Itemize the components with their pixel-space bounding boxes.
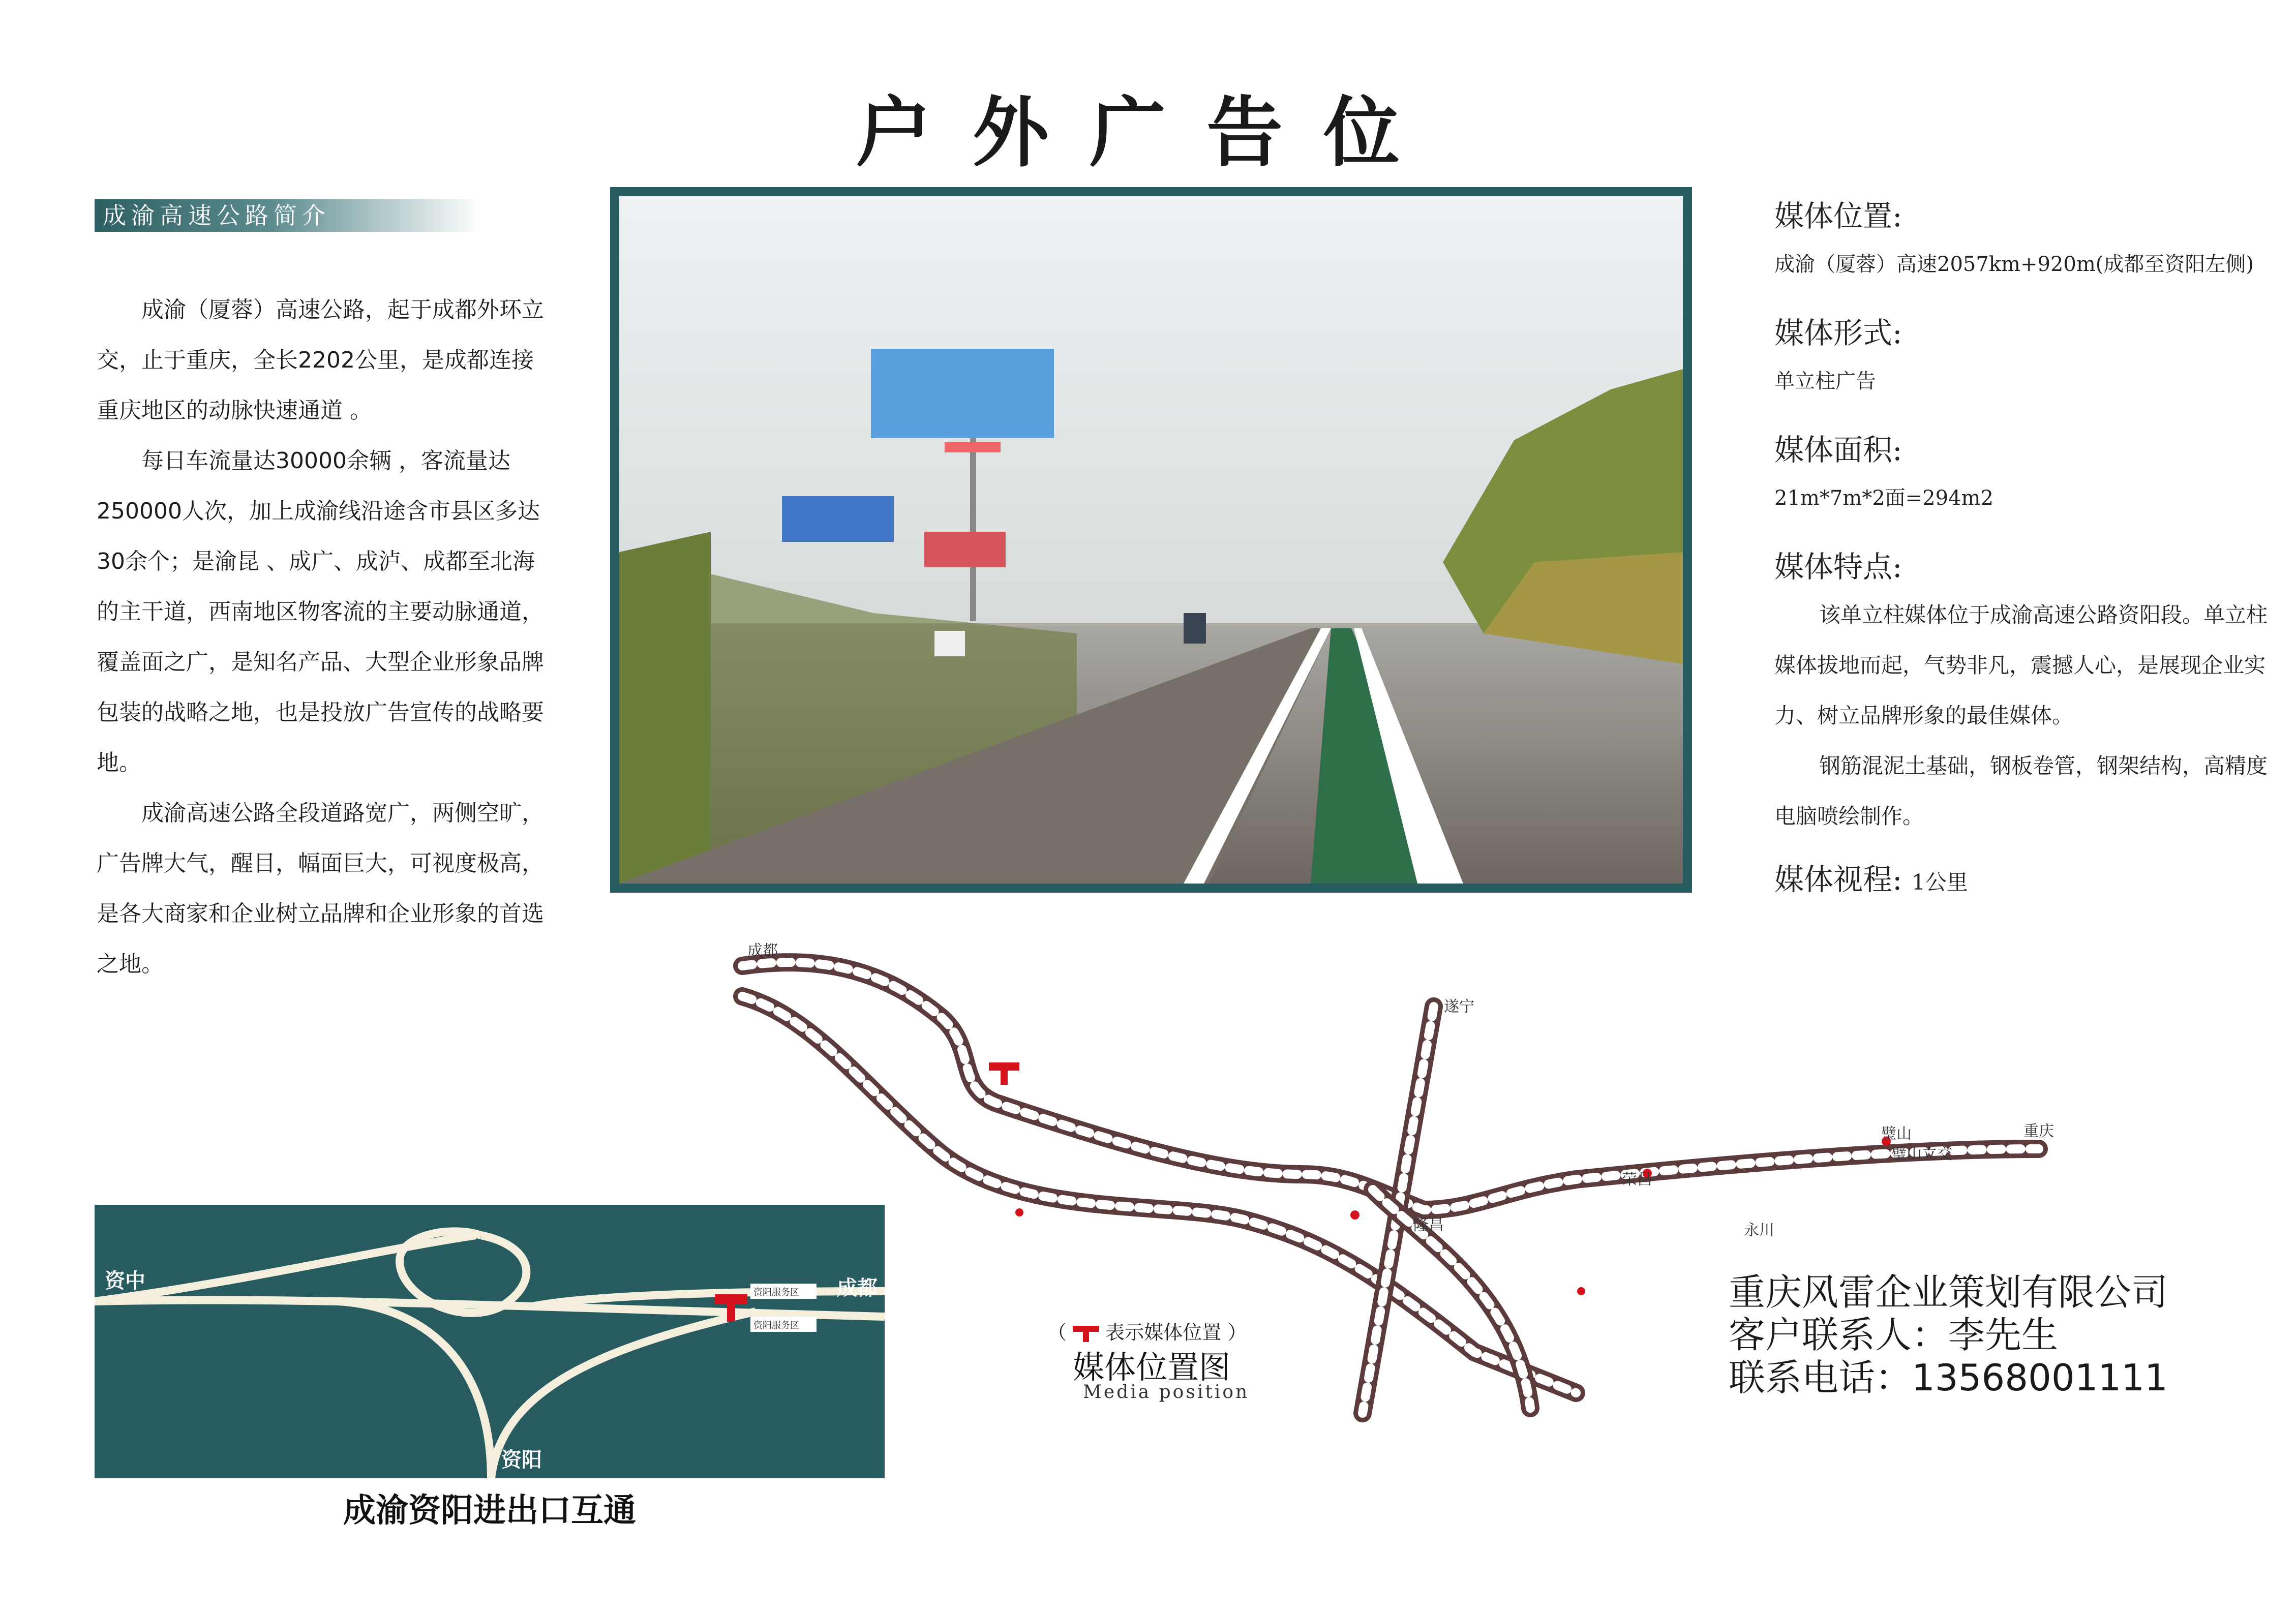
area-label: 媒体面积: [1774,433,1902,467]
label-chengdu: 成都 [837,1276,878,1300]
map-label-chongqing: 重庆 [2023,1123,2054,1140]
map-label-yongchuan: 永川 [1744,1222,1774,1239]
map-label-longchang: 隆昌 [1413,1217,1444,1234]
map-legend [1047,1317,1247,1345]
media-info [1774,193,2283,910]
service-area-label: 资阳服务区 [753,1320,799,1331]
view-label: 媒体视程: [1774,862,1902,897]
map-label-bishan-interchange: 璧山立交 [1891,1146,1952,1163]
highway-scene [619,196,1683,884]
feature-paragraph: 钢筋混泥土基础，钢板卷管，钢架结构，高精度电脑喷绘制作。 [1774,753,2268,829]
map-label-rongchang: 荣昌 [1622,1171,1652,1188]
feature-text [1774,590,2283,841]
area-value: 21m*7m*2面=294m2 [1774,486,1993,510]
map-subtitle: Media position [1083,1382,1250,1403]
intro-paragraph: 每日车流量达30000余辆 ，客流量达250000人次，加上成渝线沿途含市县区多达30余个；是渝昆 、成广、成泸、成都至北海的主干道，西南地区物客流的主要动脉通道，覆盖面之广，是知名产品、大型企业形象品牌包装的战略之地，也是投放广告宣传的战略要地。 [97,448,544,776]
legend-paren: （ [1047,1321,1067,1344]
legend-text: 表示媒体位置 [1105,1321,1222,1344]
map-label-bishan: 璧山 [1881,1125,1912,1142]
service-area-label: 资阳服务区 [753,1287,799,1298]
location-value: 成渝（厦蓉）高速2057km+920m(成都至资阳左侧) [1774,253,2254,276]
legend-paren: ） [1227,1321,1247,1344]
feature-label: 媒体特点: [1774,550,1902,584]
billboard-photo [619,196,1683,884]
interchange-title: 成渝资阳进出口互通 [343,1492,636,1530]
map-label-shuining: 遂宁 [1444,998,1474,1015]
label-ziyang: 资阳 [501,1448,542,1472]
feature-paragraph: 该单立柱媒体位于成渝高速公路资阳段。单立柱媒体拔地而起，气势非凡，震撼人心，是展现企业实力、树立品牌形象的最佳媒体。 [1774,602,2268,728]
label-zizhong: 资中 [105,1269,145,1293]
view-value: 1公里 [1911,870,1968,895]
intro-paragraph: 成渝（厦蓉）高速公路，起于成都外环立交，止于重庆，全长2202公里，是成都连接重庆地区的动脉快速通道 。 [97,297,544,423]
intro-paragraph: 成渝高速公路全段道路宽广，两侧空旷，广告牌大气，醒目，幅面巨大，可视度极高，是各大商家和企业树立品牌和企业形象的首选之地。 [97,800,544,977]
intro-text [97,285,554,989]
map-label-chengdu: 成都 [747,942,778,959]
contact-phone: 联系电话：13568001111 [1729,1356,2168,1399]
intro-tag [95,199,481,232]
location-label: 媒体位置: [1774,199,1902,233]
billboard-photo-frame [610,187,1692,893]
company-contact [1729,1271,2288,1399]
company-name: 重庆风雷企业策划有限公司 [1729,1271,2168,1314]
form-value: 单立柱广告 [1774,370,1876,393]
page-title: 户外广告位 [855,89,1440,177]
interchange-diagram [95,1205,885,1478]
contact-person: 客户联系人：李先生 [1729,1314,2059,1356]
map-title: 媒体位置图 [1073,1349,1231,1386]
billboard-marker-icon [1073,1324,1099,1344]
interchange-roads [95,1205,885,1478]
intro-tag-label: 成渝高速公路简介 [103,202,330,229]
view-row [1774,851,2283,910]
form-label: 媒体形式: [1774,316,1902,350]
